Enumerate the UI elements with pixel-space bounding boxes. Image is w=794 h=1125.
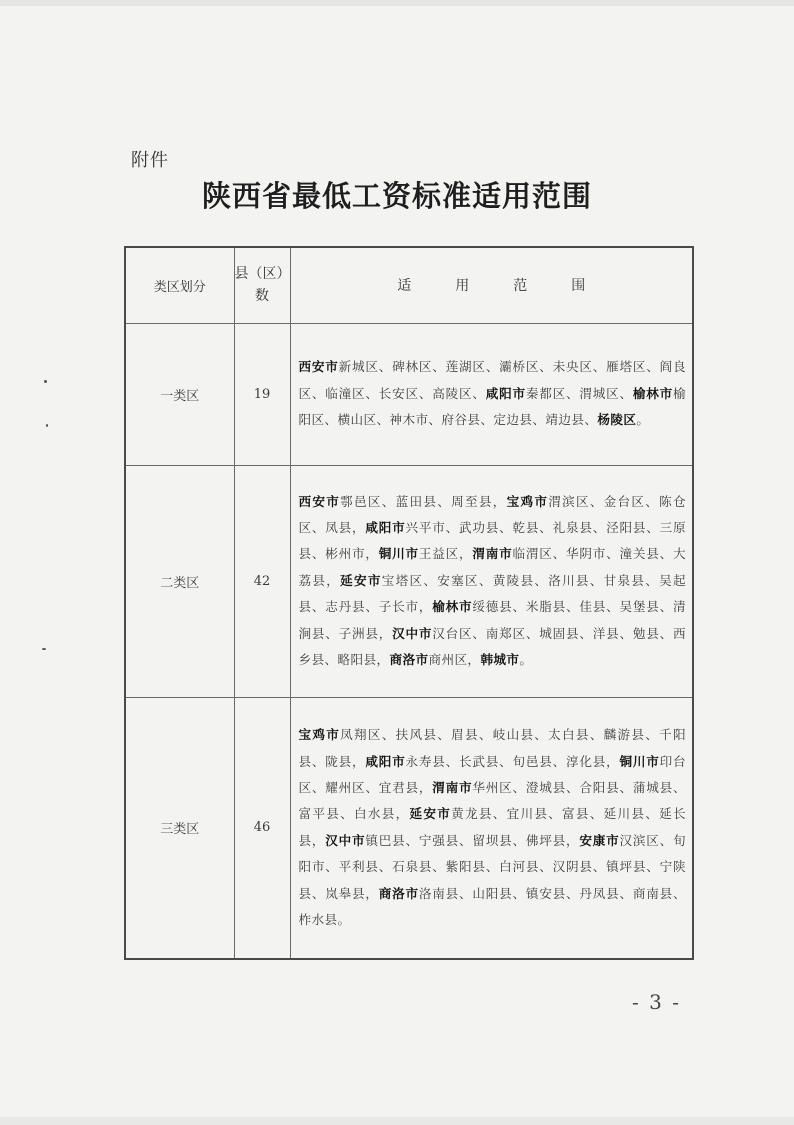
- scan-speck: [46, 424, 48, 427]
- city-name: 榆林市: [632, 385, 673, 401]
- county-list: 秦都区、渭城区、: [525, 385, 633, 401]
- row-count: 46: [234, 697, 290, 959]
- page-bottom-edge: [0, 1117, 794, 1125]
- city-name: 西安市: [298, 359, 339, 375]
- county-list: 渭滨区、金台区、陈仓区、凤县，: [298, 493, 687, 535]
- scan-speck: [44, 380, 47, 383]
- scope-table: [124, 246, 694, 960]
- city-name: 韩城市: [480, 652, 520, 668]
- county-list: 永寿县、长武县、旬邑县、淳化县，: [405, 753, 620, 769]
- city-name: 咸阳市: [485, 385, 526, 401]
- document-title: 陕西省最低工资标准适用范围: [201, 179, 592, 213]
- city-name: 延安市: [340, 572, 382, 588]
- header-scope-char: 围: [571, 278, 586, 295]
- city-name: 铜川市: [619, 753, 660, 769]
- county-list: 王益区，: [418, 546, 473, 562]
- header-scope: [290, 247, 693, 323]
- city-name: 商洛市: [378, 885, 419, 901]
- county-list: 新城区、碑林区、莲湖区、灞桥区、未央区、雁塔区、阎良区、临潼区、长安区、高陵区、: [298, 359, 686, 401]
- row-count: 19: [234, 323, 290, 465]
- row-scope: [290, 465, 693, 697]
- city-name: 咸阳市: [365, 753, 406, 769]
- county-list: 黄龙县、宜川县、富县、延川县、延长县，: [298, 806, 687, 848]
- row-scope: [290, 697, 693, 959]
- county-list: 商州区，: [428, 652, 481, 668]
- city-name: 汉中市: [392, 625, 433, 641]
- page-top-edge: [0, 0, 794, 6]
- county-list: 鄠邑区、蓝田县、周至县，: [340, 493, 507, 509]
- city-name: 商洛市: [389, 652, 429, 668]
- attachment-label: 附件: [131, 150, 169, 171]
- header-count-line2: 数: [255, 288, 269, 305]
- city-name: 铜川市: [378, 546, 419, 562]
- header-count: [234, 247, 290, 323]
- county-list: 华州区、澄城县、合阳县、蒲城县、富平县、白水县，: [298, 779, 686, 822]
- city-name: 西安市: [298, 493, 341, 509]
- county-list: 镇巴县、宁强县、留坝县、佛坪县，: [365, 832, 580, 848]
- row-category: 二类区: [125, 465, 234, 697]
- city-name: 宝鸡市: [506, 493, 549, 509]
- city-name: 渭南市: [472, 546, 513, 562]
- county-list: 兴平市、武功县、乾县、礼泉县、泾阳县、三原县、彬州市，: [298, 519, 686, 562]
- header-scope-char: 范: [513, 278, 528, 295]
- page-number: - 3 -: [632, 990, 681, 1014]
- table-row: [125, 465, 693, 697]
- county-list: 宝塔区、安塞区、黄陵县、洛川县、甘泉县、吴起县、志丹县、子长市，: [298, 572, 687, 615]
- table-header-row: [125, 247, 693, 323]
- city-name: 咸阳市: [365, 519, 406, 535]
- table-row: [125, 323, 693, 465]
- city-name: 汉中市: [325, 832, 366, 848]
- row-count: 42: [234, 465, 290, 697]
- city-name: 渭南市: [432, 779, 473, 795]
- header-scope-char: 适: [397, 278, 412, 295]
- county-list: 绥德县、米脂县、佳县、吴堡县、清涧县、子洲县，: [298, 599, 686, 641]
- county-list: 。: [519, 652, 533, 668]
- row-category: 一类区: [125, 323, 234, 465]
- county-list: 临渭区、华阴市、潼关县、大荔县，: [298, 546, 686, 588]
- county-list: 印台区、耀州区、宜君县，: [298, 753, 686, 795]
- city-name: 延安市: [409, 806, 452, 822]
- city-name: 榆林市: [432, 599, 473, 615]
- county-list: 凤翔区、扶风县、眉县、岐山县、太白县、麟游县、千阳县、陇县，: [298, 727, 687, 769]
- city-name: 宝鸡市: [298, 727, 341, 743]
- city-name: 杨陵区: [597, 412, 637, 428]
- county-list: 榆阳区、横山区、神木市、府谷县、定边县、靖边县、: [298, 385, 686, 428]
- county-list: 洛南县、山阳县、镇安县、丹凤县、商南县、柞水县。: [298, 885, 686, 927]
- header-count-line1: 县（区）: [234, 266, 291, 283]
- county-list: 汉台区、南郑区、城固县、洋县、勉县、西乡县、略阳县，: [298, 625, 686, 668]
- scan-speck: [42, 648, 46, 650]
- table-row: [125, 697, 693, 959]
- header-category: 类区划分: [125, 247, 234, 323]
- county-list: 汉滨区、旬阳市、平利县、石泉县、紫阳县、白河县、汉阴县、镇坪县、宁陕县、岚皋县，: [298, 832, 686, 901]
- county-list: 。: [636, 412, 650, 428]
- header-scope-char: 用: [455, 278, 470, 295]
- row-category: 三类区: [125, 697, 234, 959]
- row-scope: [290, 323, 693, 465]
- city-name: 安康市: [579, 832, 620, 848]
